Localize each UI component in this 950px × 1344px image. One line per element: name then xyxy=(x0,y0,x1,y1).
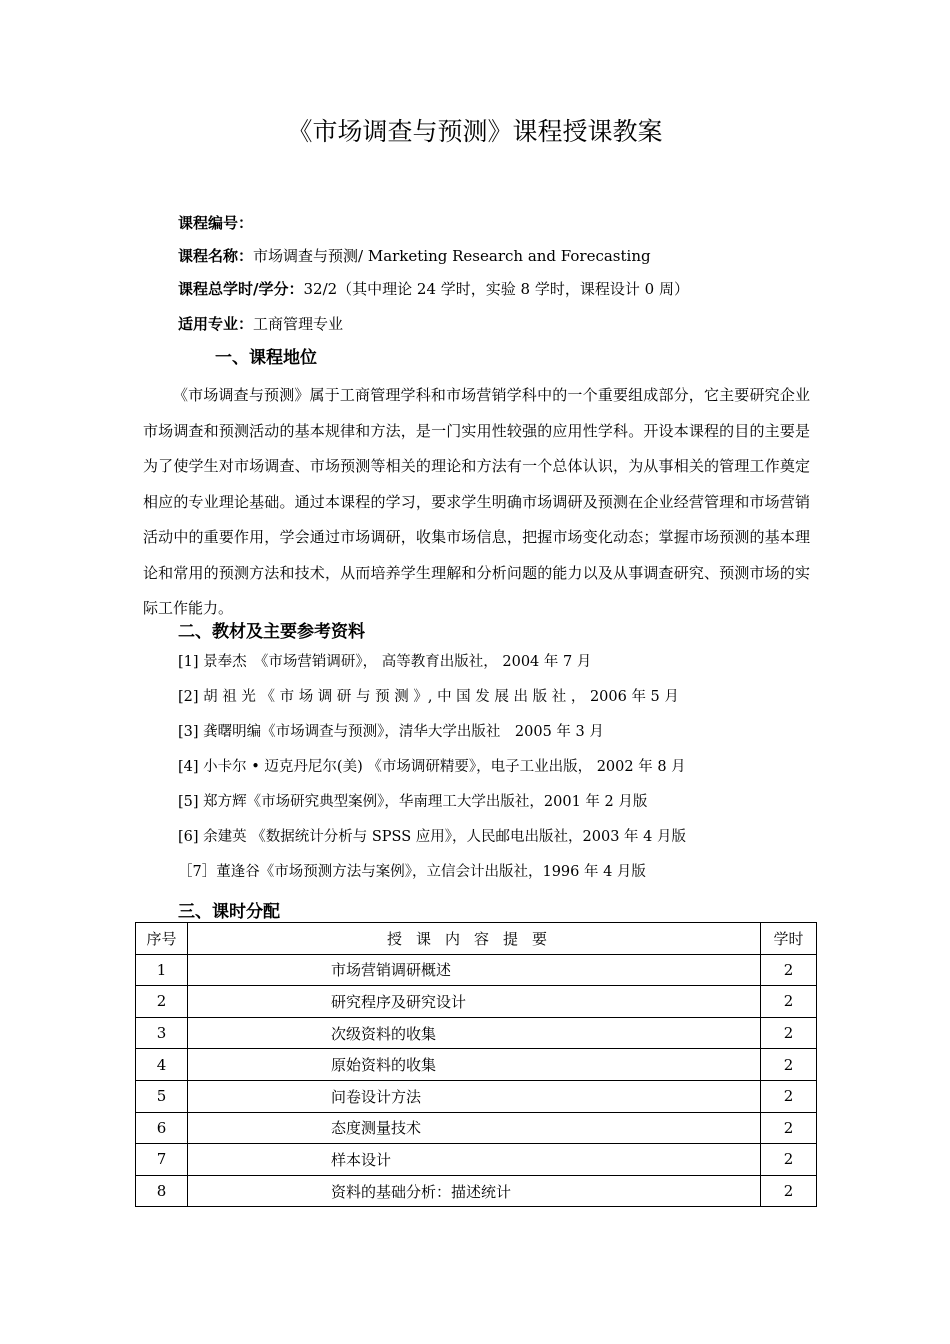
column-header-number: 序号 xyxy=(136,923,188,955)
reference-item: [2] 胡 祖 光 《 市 场 调 研 与 预 测 》, 中 国 发 展 出 版 社 ， 2006 年 5 月 xyxy=(178,689,679,705)
course-code-label: 课程编号： xyxy=(178,214,254,232)
reference-item: [1] 景奉杰 《市场营销调研》， 高等教育出版社， 2004 年 7 月 xyxy=(178,654,592,670)
reference-item: [4] 小卡尔 • 迈克丹尼尔(美) 《市场调研精要》，电子工业出版， 2002 年 8 月 xyxy=(178,759,686,775)
row-number: 4 xyxy=(136,1049,188,1081)
row-hours: 2 xyxy=(761,1144,817,1176)
table-row xyxy=(136,1112,817,1144)
applicable-major xyxy=(178,313,343,334)
table-row xyxy=(136,1175,817,1207)
row-number: 3 xyxy=(136,1017,188,1049)
course-hours-label: 课程总学时/学分： xyxy=(178,280,304,298)
row-content: 资料的基础分析：描述统计 xyxy=(188,1175,761,1207)
row-hours: 2 xyxy=(761,1112,817,1144)
row-content: 样本设计 xyxy=(188,1144,761,1176)
row-content: 次级资料的收集 xyxy=(188,1017,761,1049)
table-row xyxy=(136,1017,817,1049)
row-hours: 2 xyxy=(761,954,817,986)
table-row xyxy=(136,1080,817,1112)
row-hours: 2 xyxy=(761,986,817,1018)
row-hours: 2 xyxy=(761,1017,817,1049)
applicable-major-label: 适用专业： xyxy=(178,315,254,333)
row-content: 问卷设计方法 xyxy=(188,1080,761,1112)
row-hours: 2 xyxy=(761,1175,817,1207)
row-hours: 2 xyxy=(761,1080,817,1112)
row-number: 6 xyxy=(136,1112,188,1144)
course-name-value: 市场调查与预测/ Marketing Research and Forecasting xyxy=(253,247,651,265)
table-row xyxy=(136,954,817,986)
row-number: 7 xyxy=(136,1144,188,1176)
reference-item: ［7］董逢谷《市场预测方法与案例》，立信会计出版社，1996 年 4 月版 xyxy=(178,864,646,880)
table-row xyxy=(136,1144,817,1176)
section-heading-hours: 三、课时分配 xyxy=(178,902,280,922)
row-number: 8 xyxy=(136,1175,188,1207)
table-row xyxy=(136,986,817,1018)
course-code xyxy=(178,212,253,233)
column-header-content: 授课内容提要 xyxy=(188,923,761,955)
document-title: 《市场调查与预测》课程授课教案 xyxy=(287,117,663,146)
course-hours-value: 32/2（其中理论 24 学时，实验 8 学时，课程设计 0 周） xyxy=(303,280,689,298)
row-number: 2 xyxy=(136,986,188,1018)
reference-item: [6] 余建英 《数据统计分析与 SPSS 应用》，人民邮电出版社，2003 年 4 月版 xyxy=(178,829,686,845)
course-name xyxy=(178,245,651,266)
table-row xyxy=(136,1049,817,1081)
table-header-row xyxy=(136,923,817,955)
reference-item: [3] 龚曙明编《市场调查与预测》，清华大学出版社 2005 年 3 月 xyxy=(178,724,604,740)
row-hours: 2 xyxy=(761,1049,817,1081)
applicable-major-value: 工商管理专业 xyxy=(253,315,344,333)
row-content: 态度测量技术 xyxy=(188,1112,761,1144)
row-content: 研究程序及研究设计 xyxy=(188,986,761,1018)
course-name-label: 课程名称： xyxy=(178,247,254,265)
reference-list xyxy=(178,648,686,888)
row-content: 原始资料的收集 xyxy=(188,1049,761,1081)
course-hours xyxy=(178,278,689,299)
row-number: 1 xyxy=(136,954,188,986)
section-heading-course-position: 一、课程地位 xyxy=(215,348,317,368)
hours-allocation-table xyxy=(135,922,817,1207)
row-content: 市场营销调研概述 xyxy=(188,954,761,986)
course-position-paragraph: 《市场调查与预测》属于工商管理学科和市场营销学科中的一个重要组成部分，它主要研究企业市场调查和预测活动的基本规律和方法，是一门实用性较强的应用性学科。开设本课程的目的主要是为了使学生对市场调查、市场预测等相关的理论和方法有一个总体认识，为从事相关的管理工作奠定相应的专业理论基础。通过本课程的学习，要求学生明确市场调研及预测在企业经营管理和市场营销活动中的重要作用，学会通过市场调研，收集市场信息，把握市场变化动态；掌握市场预测的基本理论和常用的预测方法和技术，从而培养学生理解和分析问题的能力以及从事调查研究、预测市场的实际工作能力。 xyxy=(143,386,810,617)
column-header-hours: 学时 xyxy=(761,923,817,955)
section-heading-references: 二、教材及主要参考资料 xyxy=(178,622,365,642)
row-number: 5 xyxy=(136,1080,188,1112)
reference-item: [5] 郑方辉《市场研究典型案例》，华南理工大学出版社，2001 年 2 月版 xyxy=(178,794,648,810)
